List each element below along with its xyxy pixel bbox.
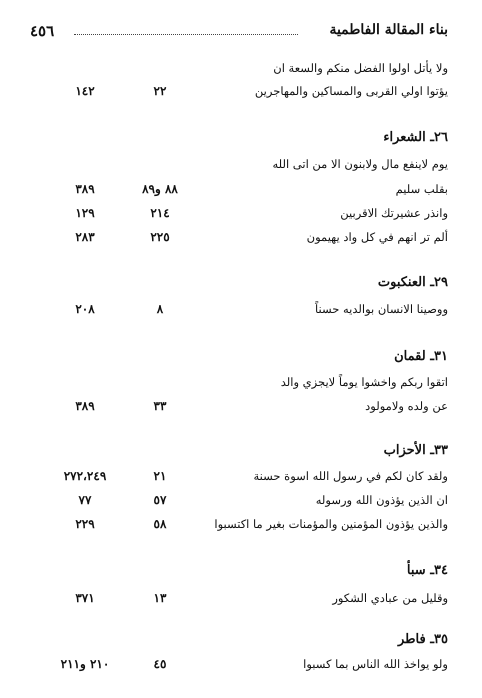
ayah-number: ٢١٤: [150, 206, 170, 220]
verse-line: ووصينا الانسان بوالديه حسناً: [314, 302, 448, 316]
page-reference: ٣٧١: [75, 591, 95, 605]
ayah-number: ٣٣: [153, 399, 167, 413]
verse-line: ولقد كان لكم في رسول الله اسوة حسنة: [253, 469, 448, 483]
page-number: ٤٥٦: [30, 22, 55, 40]
page-reference: ١٤٢: [75, 84, 95, 98]
ayah-number: ١٣: [153, 591, 167, 605]
page-reference: ٢١٠ و٢١١: [60, 657, 110, 671]
surah-heading: ٢٩ـ العنكبوت: [377, 275, 448, 290]
ayah-number: ٨٨ و٨٩: [142, 182, 178, 196]
ayah-number: ٢٢٥: [150, 230, 170, 244]
header-dotted-rule: [74, 34, 298, 35]
surah-heading: ٣٤ـ سبأ: [406, 563, 448, 578]
page-reference: ٢٧٢،٢٤٩: [63, 469, 107, 483]
page-reference: ٣٨٩: [75, 399, 95, 413]
verse-line: ألم تر انهم في كل واد يهيمون: [306, 230, 448, 244]
page-reference: ٢٢٩: [75, 517, 95, 531]
surah-heading: ٢٦ـ الشعراء: [383, 130, 448, 145]
page-reference: ١٢٩: [75, 206, 95, 220]
verse-line: ولا يأتل اولوا الفضل منكم والسعة ان: [273, 61, 448, 75]
verse-line: ان الذين يؤذون الله ورسوله: [315, 493, 448, 507]
verse-line: يؤتوا اولي القربى والمساكين والمهاجرين: [254, 84, 448, 98]
page-reference: ٢٠٨: [75, 302, 95, 316]
verse-line: والذين يؤذون المؤمنين والمؤمنات بغير ما اكتسبوا: [214, 517, 448, 531]
verse-line: يوم لاينفع مال ولابنون الا من اتى الله: [272, 157, 448, 171]
ayah-number: ٥٧: [153, 493, 167, 507]
running-title: بناء المقالة الفاطمية: [329, 22, 448, 38]
page-reference: ٢٨٣: [75, 230, 95, 244]
surah-heading: ٣٣ـ الأحزاب: [383, 443, 448, 458]
ayah-number: ٢٢: [153, 84, 167, 98]
verse-line: وقليل من عبادي الشكور: [332, 591, 448, 605]
ayah-number: ٨: [156, 302, 164, 316]
surah-heading: ٣١ـ لقمان: [394, 349, 448, 364]
page-reference: ٧٧: [78, 493, 92, 507]
page-header: [30, 22, 448, 42]
verse-line: عن ولده ولامولود: [365, 399, 448, 413]
verse-line: ولو يواخذ الله الناس بما كسبوا: [303, 657, 448, 671]
ayah-number: ٥٨: [153, 517, 167, 531]
verse-line: بقلب سليم: [395, 182, 448, 196]
verse-line: اتقوا ربكم واخشوا يوماً لايجزي والد: [280, 375, 448, 389]
ayah-number: ٢١: [153, 469, 167, 483]
ayah-number: ٤٥: [153, 657, 167, 671]
surah-heading: ٣٥ـ فاطر: [398, 632, 448, 647]
verse-line: وانذر عشيرتك الاقربين: [340, 206, 448, 220]
page-reference: ٣٨٩: [75, 182, 95, 196]
